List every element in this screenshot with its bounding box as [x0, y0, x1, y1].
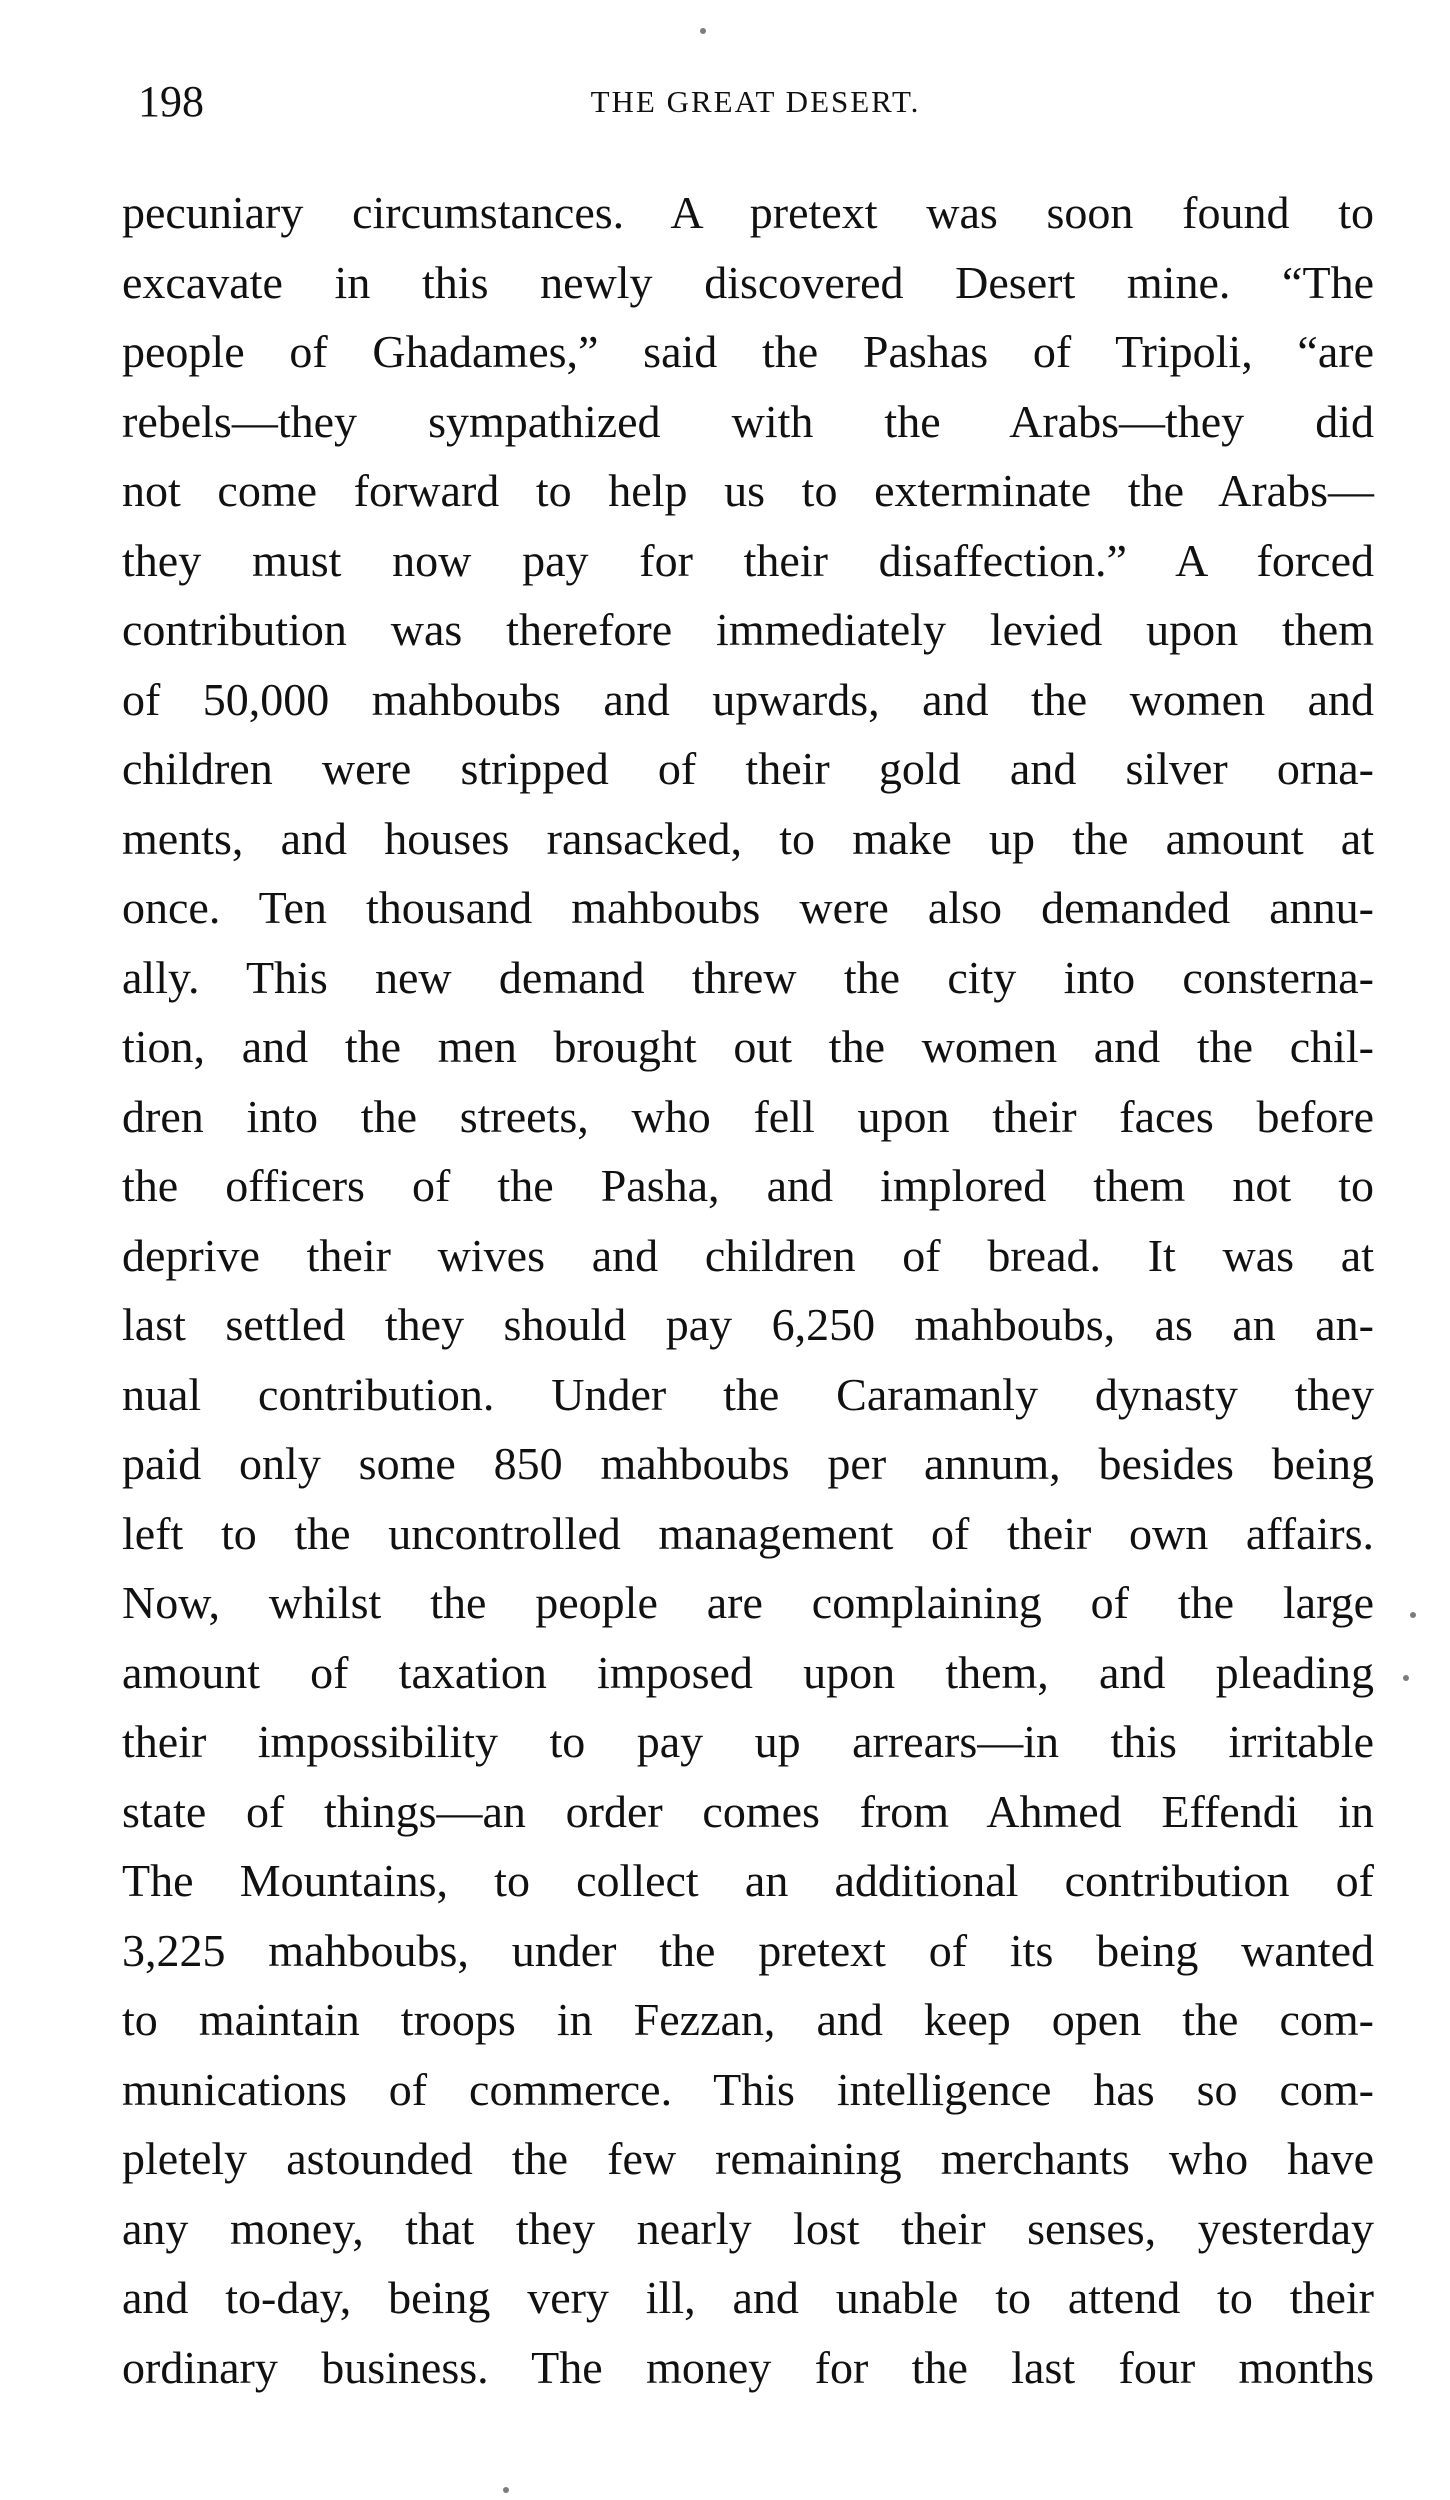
text-line: Now, whilst the people are complaining of the large	[122, 1577, 1374, 1628]
text-line: their impossibility to pay up arrears—in this irritable	[122, 1716, 1374, 1767]
running-title: THE GREAT DESERT.	[590, 84, 921, 119]
text-line: and to-day, being very ill, and unable to attend to their	[122, 2272, 1374, 2323]
text-line: amount of taxation imposed upon them, and pleading	[122, 1646, 1374, 1698]
text-line: any money, that they nearly lost their senses, yesterday	[122, 2202, 1374, 2254]
text-line: rebels—they sympathized with the Arabs—they did	[122, 395, 1374, 447]
text-line: not come forward to help us to exterminate the Arabs—	[122, 465, 1374, 516]
ink-speck	[700, 28, 706, 34]
text-line: The Mountains, to collect an additional contribution of	[122, 1855, 1374, 1906]
text-line: the officers of the Pasha, and implored them not to	[122, 1160, 1374, 1211]
text-line: ally. This new demand threw the city into consterna-	[122, 951, 1374, 1003]
page-number: 198	[138, 77, 204, 126]
text-line: excavate in this newly discovered Desert mine. “The	[122, 256, 1374, 308]
text-line: they must now pay for their disaffection.” A forced	[122, 534, 1374, 586]
ink-speck	[1403, 1675, 1409, 1681]
text-line: ordinary business. The money for the last four months	[122, 2341, 1374, 2393]
text-line: of 50,000 mahboubs and upwards, and the women and	[122, 673, 1374, 725]
text-line: contribution was therefore immediately levied upon them	[122, 604, 1374, 655]
text-line: pecuniary circumstances. A pretext was soon found to	[122, 187, 1374, 238]
text-line: once. Ten thousand mahboubs were also demanded annu-	[122, 882, 1374, 933]
text-line: pletely astounded the few remaining merchants who have	[122, 2133, 1374, 2184]
text-line: to maintain troops in Fezzan, and keep open the com-	[122, 1994, 1374, 2045]
text-line: 3,225 mahboubs, under the pretext of its being wanted	[122, 1924, 1374, 1976]
text-line: nual contribution. Under the Caramanly dynasty they	[122, 1368, 1374, 1420]
text-line: ments, and houses ransacked, to make up the amount at	[122, 812, 1374, 864]
text-line: people of Ghadames,” said the Pashas of Tripoli, “are	[122, 326, 1374, 377]
text-line: left to the uncontrolled management of their own affairs.	[122, 1507, 1374, 1559]
body-text	[122, 178, 1374, 2402]
text-line: last settled they should pay 6,250 mahboubs, as an an-	[122, 1299, 1374, 1350]
text-line: deprive their wives and children of bread. It was at	[122, 1229, 1374, 1281]
text-line: state of things—an order comes from Ahmed Effendi in	[122, 1785, 1374, 1837]
text-line: children were stripped of their gold and silver orna-	[122, 743, 1374, 794]
page-header	[138, 72, 1373, 132]
ink-speck	[503, 2487, 509, 2493]
ink-speck	[1410, 1612, 1416, 1618]
text-line: dren into the streets, who fell upon their faces before	[122, 1090, 1374, 1142]
text-line: paid only some 850 mahboubs per annum, besides being	[122, 1438, 1374, 1489]
text-line: munications of commerce. This intelligence has so com-	[122, 2063, 1374, 2115]
text-line: tion, and the men brought out the women and the chil-	[122, 1021, 1374, 1072]
